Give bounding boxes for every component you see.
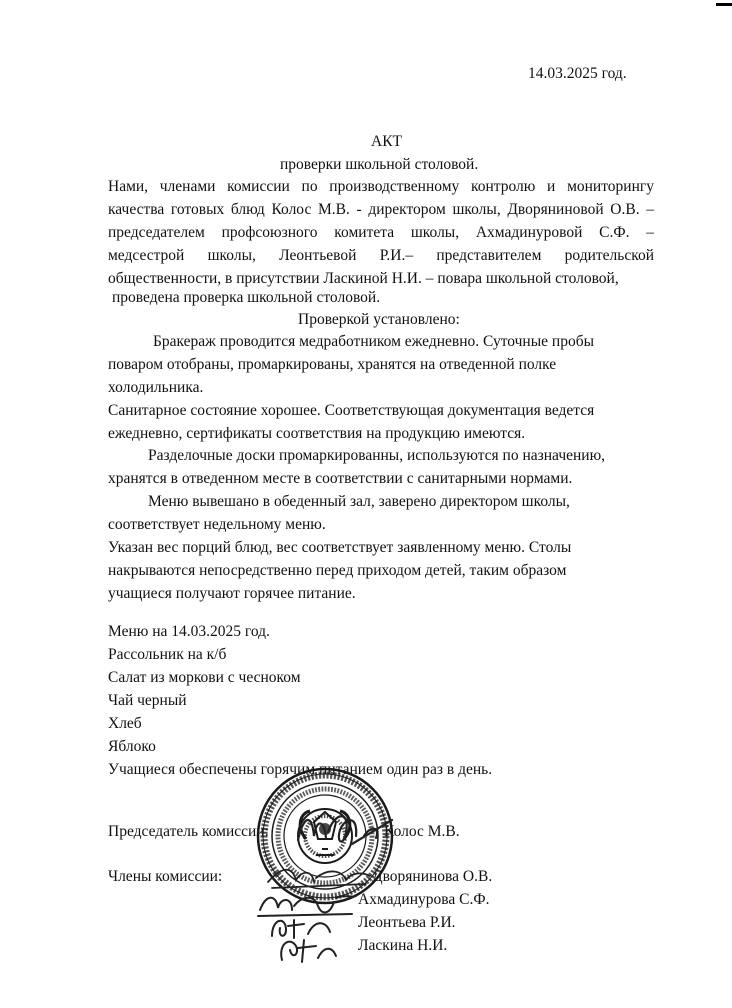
menu-item: Чай черный (108, 692, 187, 709)
findings-heading: Проверкой установлено: (298, 311, 460, 328)
finding-line: учащиеся получают горячее питание. (108, 585, 356, 602)
finding-line: хранятся в отведенном месте в соответствии с санитарными нормами. (108, 470, 573, 487)
chair-signature (292, 806, 396, 854)
menu-item: Хлеб (108, 715, 142, 732)
intro-paragraph: Нами, членами комиссии по производственному контролю и мониторингу качества готовых блюд Колос М.В. - директором школы, Дворяниновой О.В. – председателем профсоюзного комитета школы, Ахмадинуровой С.Ф. – медсестрой школы, Леонтьевой Р.И.– представителем родительской общественности, в присутствии Ласкиной Н.И. – повара школьной столовой, (108, 178, 654, 287)
scan-edge-mark (716, 3, 732, 6)
finding-line: Меню вывешано в обеденный зал, заверено директором школы, (148, 493, 570, 510)
finding-line: соответствует недельному меню. (108, 516, 326, 533)
member-name: Ласкина Н.И. (358, 937, 448, 954)
finding-line: Бракераж проводится медработником ежедневно. Суточные пробы (153, 333, 594, 350)
chair-name: Колос М.В. (384, 823, 460, 840)
members-label: Члены комиссии: (108, 868, 223, 885)
member-name: Дворянинова О.В. (372, 868, 493, 885)
menu-item: Яблоко (108, 738, 156, 755)
meals-note: Учащиеся обеспечены горячим питанием один раз в день. (108, 761, 493, 778)
document-title: АКТ (371, 133, 402, 150)
member-name: Ахмадинурова С.Ф. (358, 891, 490, 908)
finding-line: Указан вес порций блюд, вес соответствует заявленному меню. Столы (108, 539, 572, 556)
document-date: 14.03.2025 год. (528, 65, 627, 82)
member-signature (272, 934, 344, 964)
finding-line: ежедневно, сертификаты соответствия на продукцию имеются. (108, 425, 526, 442)
finding-line: накрываются непосредственно перед приходом детей, таким образом (108, 562, 567, 579)
document-subtitle: проверки школьной столовой. (280, 156, 479, 173)
finding-line: Санитарное состояние хорошее. Соответствующая документация ведется (108, 402, 595, 419)
menu-heading: Меню на 14.03.2025 год. (108, 623, 270, 640)
finding-line: Разделочные доски промаркированны, используются по назначению, (148, 447, 606, 464)
menu-item: Рассольник на к/б (108, 646, 227, 663)
chair-label: Председатель комиссии: (108, 823, 269, 840)
intro-paragraph-last-line: проведена проверка школьной столовой. (112, 289, 381, 306)
member-name: Леонтьева Р.И. (358, 914, 456, 931)
menu-item: Салат из моркови с чесноком (108, 669, 301, 686)
finding-line: холодильника. (108, 379, 204, 396)
finding-line: поваром отобраны, промаркированы, хранятся на отведенной полке (108, 356, 557, 373)
